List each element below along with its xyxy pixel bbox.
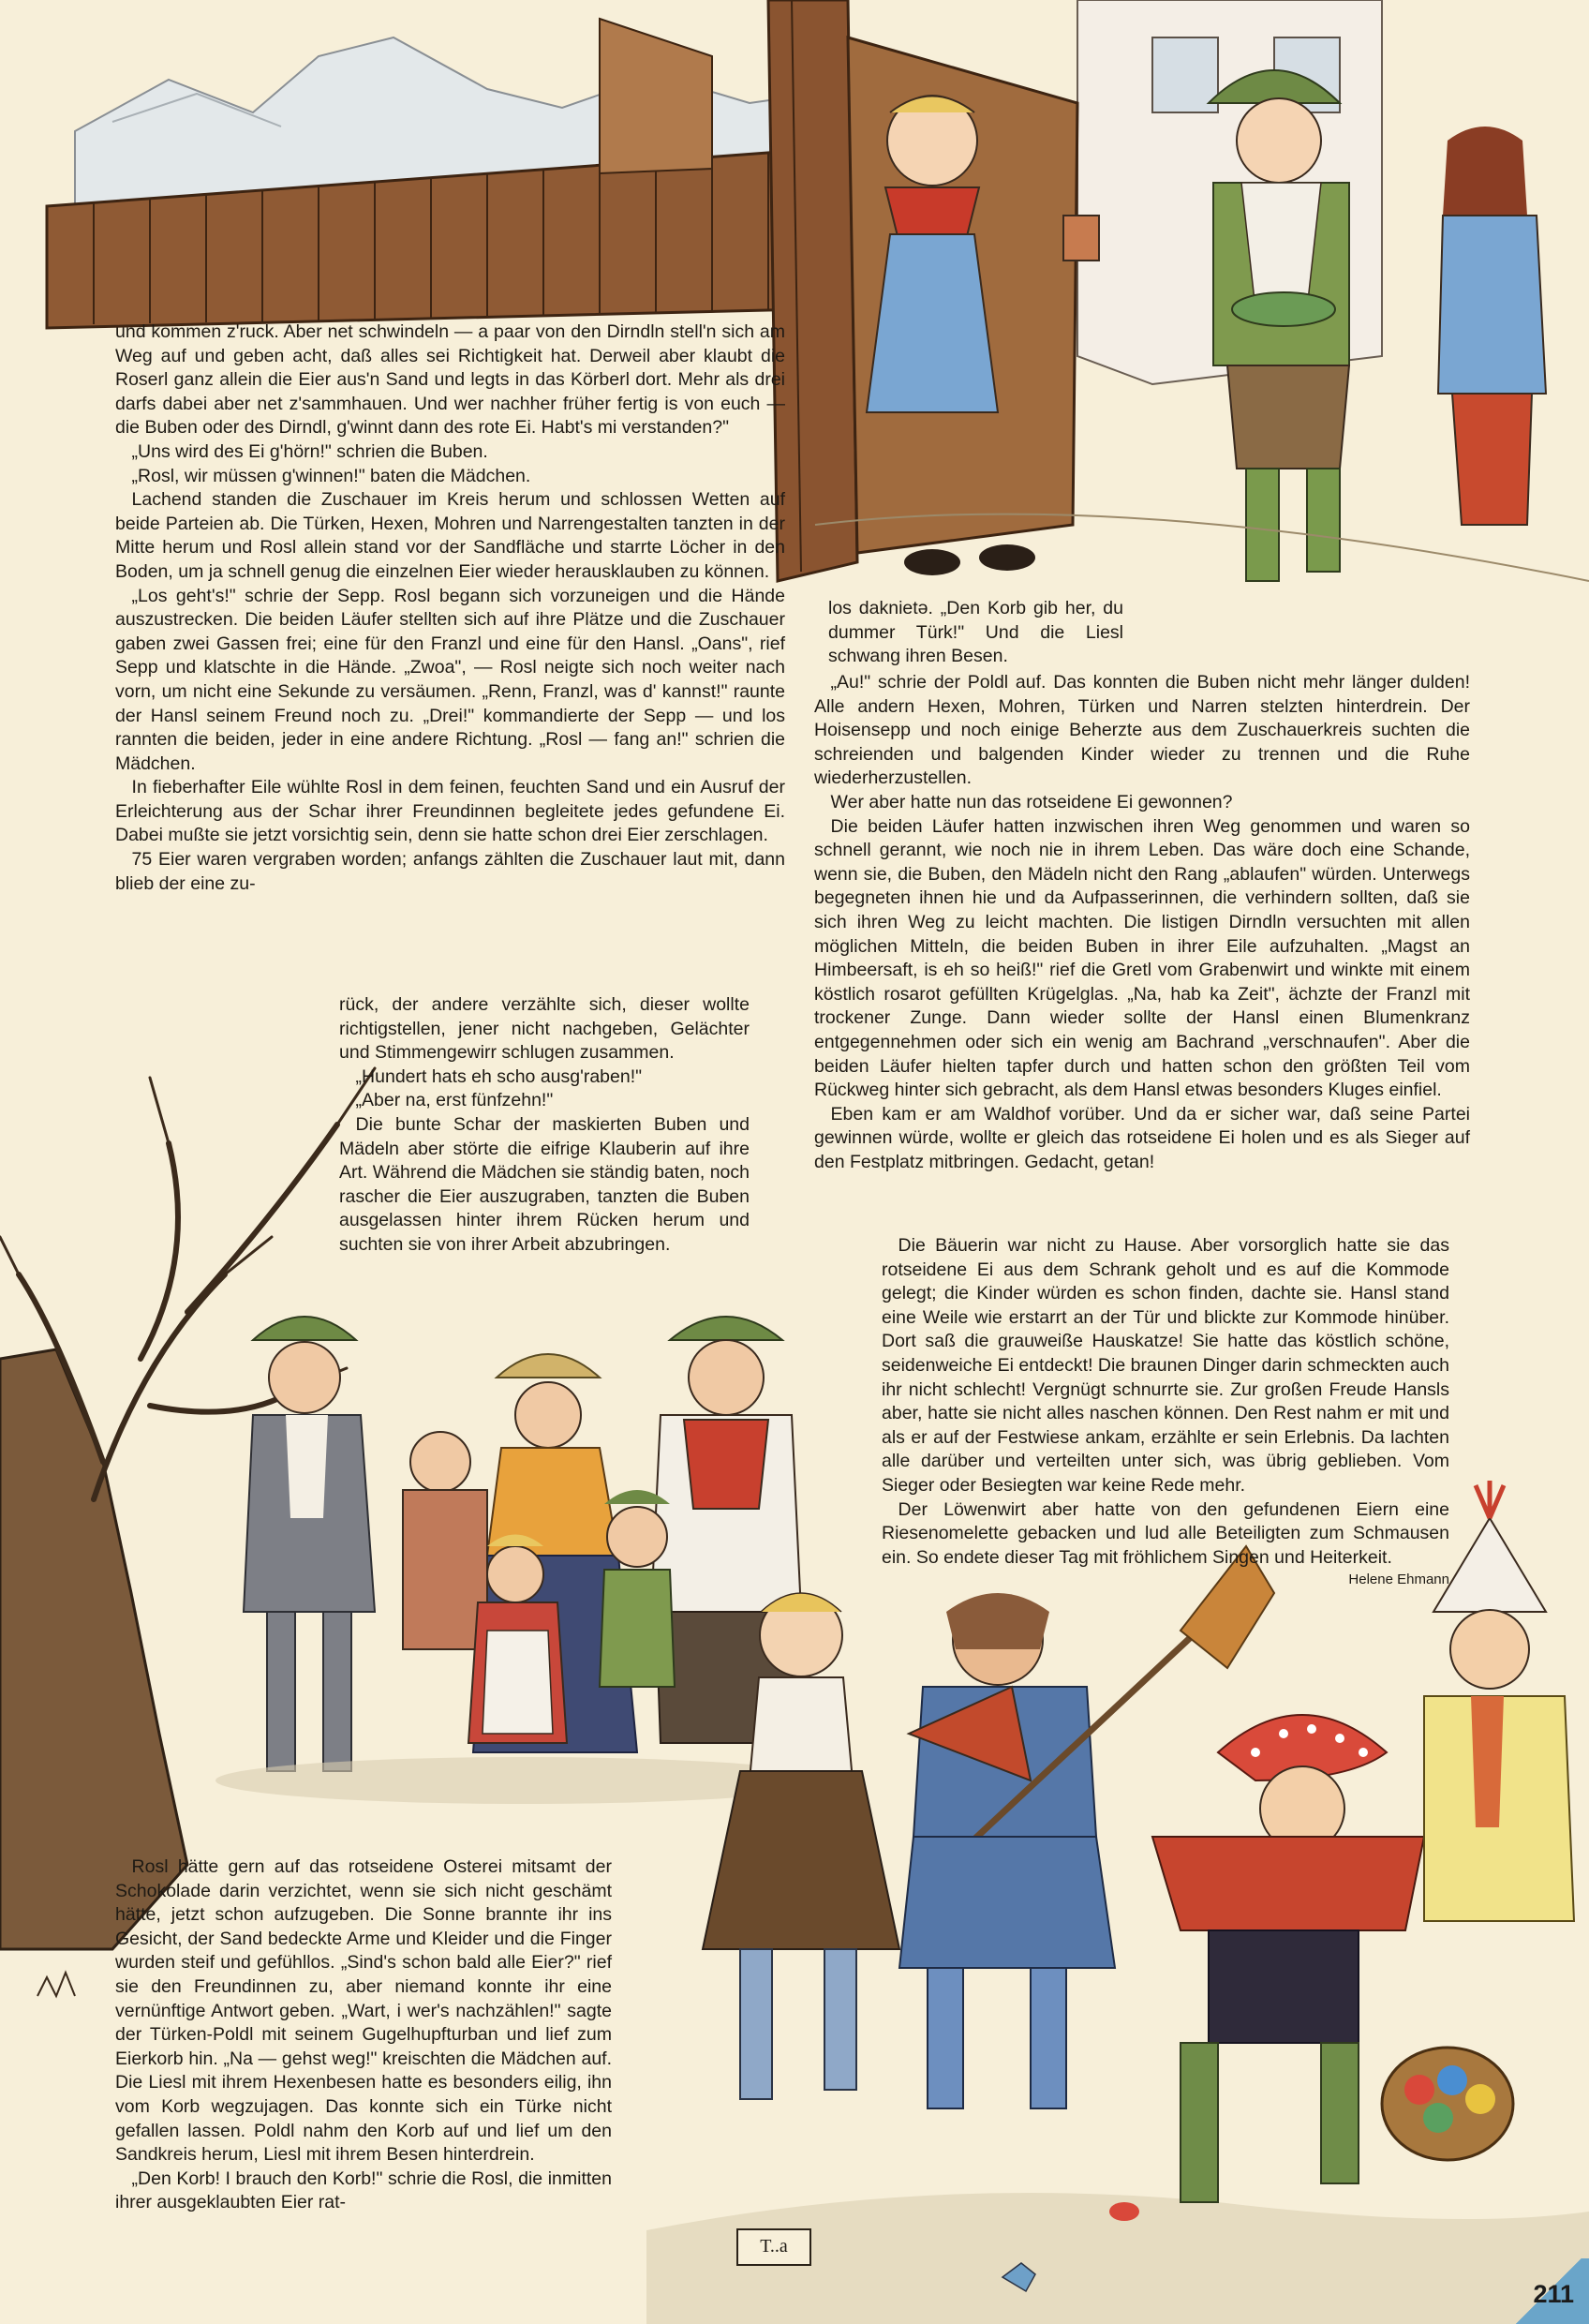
paragraph: „Rosl, wir müssen g'winnen!" baten die Mädchen. — [131, 465, 531, 486]
article-column-right-narrow — [828, 597, 1123, 669]
paragraph: und kommen z'ruck. Aber net schwindeln — a paar von den Dirndln stell'n sich am Weg auf und geben acht, daß alles sei Richtigkeit hat. Derweil aber klaubt die Roserl ganz allein die Eier aus'n Sand und legts in das Körberl dort. Mehr als drei darfs dabei aber net z'sammhauen. Und wer nachher früher fertig is von euch — die Buben oder des Dirndl, g'winnt dann des rote Ei. Habt's mi verstanden?" — [115, 321, 785, 439]
paragraph: Eben kam er am Waldhof vorüber. Und da er sicher war, daß seine Partei gewinnen würde, wollte er gleich das rotseidene Ei holen und es als Sieger auf den Festplatz mitbringen. Gedacht, getan! — [814, 1103, 1470, 1172]
paragraph: „Uns wird des Ei g'hörn!" schrien die Buben. — [131, 440, 488, 462]
page-number-tab — [1508, 2258, 1589, 2324]
article-column-left-top — [115, 320, 785, 896]
article-column-left-narrow — [339, 993, 750, 1258]
paragraph: Rosl hätte gern auf das rotseidene Osterei mitsamt der Schokolade darin verzichtet, wenn sie sich nicht geschämt hätte, jetzt schon aufzugeben. Die Sonne brannte ihr ins Gesicht, der Sand bedeckte Arme und Kleider und die Finger wurden steif und gefühllos. „Sind's schon bald alle Eier?" rief sie den Freundinnen zu, aber niemand konnte ihr eine vernünftige Antwort geben. „Wart, i wer's nachzählen!" sagte der Türken-Poldl mit seinem Gugelhupfturban und lief zum Eierkorb hin. „Na — gehst weg!" kreischten die Mädchen auf. Die Liesl mit ihrem Hexenbesen hatte es besonders eilig, ihn vom Korb wegzujagen. Das konnte sich ein Türke nicht gefallen lassen. Poldl nahm den Korb auf und lief um den Sandkreis herum, Liesl mit ihrem Besen hinterdrein. — [115, 1856, 612, 2166]
paragraph: Die beiden Läufer hatten inzwischen ihren Weg genommen und waren so schnell gerannt, wie noch nie in ihrem Leben. Das wäre doch eine Schande, wenn sie, die Buben, den Mädeln nicht den Rang „ablaufen" würden. Unterwegs begegneten ihnen hie und da Aufpasserinnen, die verhindern sollten, daß sie sich ihren Weg zu leicht machten. Die listigen Dirndln versuchten mit allen möglichen Mitteln, die beiden Buben in ihrer Eile aufzuhalten. „Magst an Himbeersaft, is eh so heiß!" rief die Gretl vom Grabenwirt und winkte mit einem köstlich rosarot gefüllten Krügelglas. „Na, hab ka Zeit", ächzte der Franzl mit trockener Zunge. Dann wieder sollte der Hansl einen Blumenkranz entgegennehmen oder sich ein wenig am Bachrand „verschnaufen". Aber die beiden Läufer hielten tapfer durch und hatten schon den größten Teil vom Rückweg hinter sich gebracht, als dem Hansl etwas besonders Kluges einfiel. — [814, 815, 1470, 1101]
article-column-right-indented — [882, 1234, 1449, 1592]
bottom-illustration-chase-scene — [646, 1481, 1589, 2324]
paragraph: „Aber na, erst fünfzehn!" — [355, 1090, 554, 1111]
paragraph: „Den Korb! I brauch den Korb!" schrie die Rosl, die inmitten ihrer ausgeklaubten Eier rat- — [115, 2168, 612, 2213]
paragraph: los daknietə. „Den Korb gib her, du dummer Türk!" Und die Liesl schwang ihren Besen. — [828, 598, 1123, 667]
paragraph: Die bunte Schar der maskierten Buben und Mädeln aber störte die eifrige Klauberin auf ihre Art. Während die Mädchen sie ständig baten, noch rascher die Eier auszugraben, tanzten die Buben ausgelassen hinter ihrem Rücken herum und suchten sie von ihrer Arbeit abzubringen. — [339, 1113, 750, 1255]
article-column-right-main — [814, 671, 1470, 1174]
paragraph: Der Löwenwirt aber hatte von den gefundenen Eiern eine Riesenomelette gebacken und lud alle Beteiligten zum Schmausen ein. So endete dieser Tag mit fröhlichem Singen und Heiterkeit. — [882, 1498, 1449, 1568]
paragraph: rück, der andere verzählte sich, dieser wollte richtigstellen, jener nicht nachgeben, Gelächter und Stimmengewirr schlugen zusammen. — [339, 994, 750, 1064]
illustrator-signature: T..a — [736, 2228, 811, 2266]
paragraph: Die Bäuerin war nicht zu Hause. Aber vorsorglich hatte sie das rotseidene Ei aus dem Schrank geholt und es auf die Kommode gelegt; die Kinder würden es schon finden, dachte sie. Hansl stand eine Weile wie erstarrt an der Tür und blickte zur Kommode hinüber. Dort saß die grauweiße Hauskatze! Sie hatte das köstlich schöne, seidenweiche Ei entdeckt! Die braunen Dinger darin schmeckten auch ihr nicht schlecht! Vergnügt schnurrte sie. Zur großen Freude Hansls aber, hatte sie nicht alles naschen können. Den Rest nahm er mit und als er auf der Festwiese ankam, erzählte er sein Erlebnis. Da lachten alle darüber und verteilten unter sich, was übrig geblieben. Vom Sieger oder Besiegten war keine Rede mehr. — [882, 1235, 1449, 1496]
paragraph: Wer aber hatte nun das rotseidene Ei gewonnen? — [830, 791, 1233, 812]
page-number: 211 — [1533, 2280, 1574, 2308]
author-credit: Helene Ehmann — [1348, 1572, 1449, 1588]
paragraph: „Hundert hats eh scho ausg'raben!" — [355, 1065, 643, 1087]
paragraph: 75 Eier waren vergraben worden; anfangs zählten die Zuschauer laut mit, dann blieb der eine zu- — [115, 849, 785, 894]
paragraph: Lachend standen die Zuschauer im Kreis herum und schlossen Wetten auf beide Parteien ab. Die Türken, Hexen, Mohren und Narrengestalten tanzten in der Mitte herum und Rosl allein stand vor der Sandfläche und starrte Löcher in den Boden, um ja schnell genug die einzelnen Eier wieder herausklauben zu können. — [115, 489, 785, 582]
paragraph: „Au!" schrie der Poldl auf. Das konnten die Buben nicht mehr länger dulden! Alle andern Hexen, Mohren, Türken und Narren stelzten hinterdrein. Der Hoisensepp und noch einige Beherzte aus dem Zuschauerkreis suchten die schreienden und balgenden Kinder wieder zu trennen und die Ruhe wiederherzustellen. — [814, 672, 1470, 789]
paragraph: In fieberhafter Eile wühlte Rosl in dem feinen, feuchten Sand und ein Ausruf der Erleichterung aus der Schar ihrer Freundinnen begleitete jedes gefundene Ei. Dabei mußte sie jetzt vorsichtig sein, denn sie hatte schon drei Eier zerschlagen. — [115, 777, 785, 846]
paragraph: „Los geht's!" schrie der Sepp. Rosl begann sich vorzuneigen und die Hände auszustrecken. Die beiden Läufer stellten sich auf ihre Plätze und die Zuschauer gaben zwei Gassen frei; eine für den Franzl und eine für den Hansl. „Oans", rief Sepp und klatschte in die Hände. „Zwoa", — Rosl neigte sich noch weiter nach vorn, um nicht eine Sekunde zu versäumen. „Renn, Franzl, was d' kannst!" raunte der Hansl seinem Freund noch zu. „Drei!" kommandierte der Sepp — und los rannten die beiden, jeder in eine andere Richtung. „Rosl — fang an!" schrien die Mädchen. — [115, 585, 785, 774]
article-column-left-bottom — [115, 1855, 612, 2215]
